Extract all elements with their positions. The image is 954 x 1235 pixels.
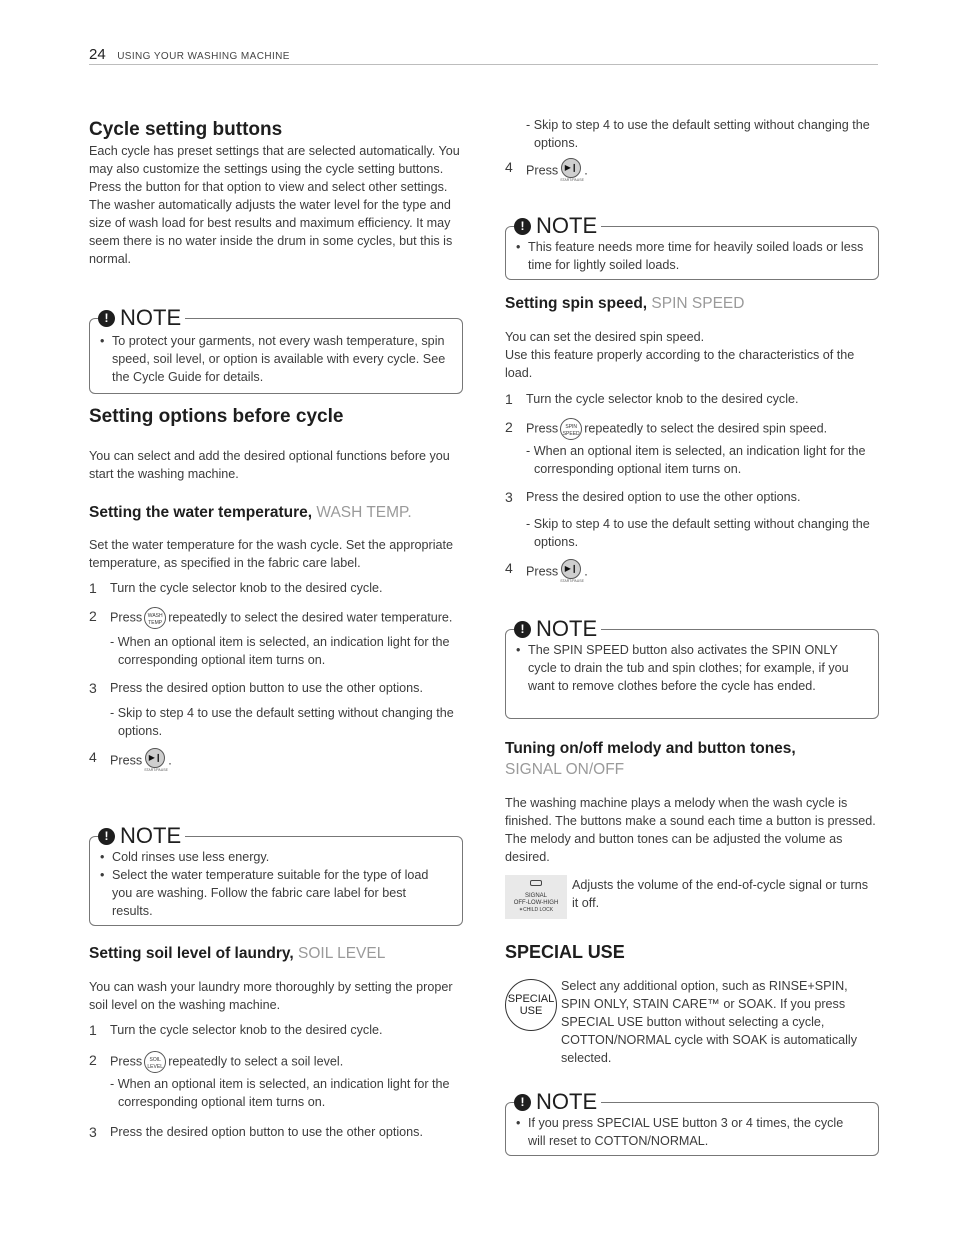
water-temp-key: WASH TEMP. — [316, 504, 412, 521]
spin-speed-section — [505, 293, 877, 585]
spin-speed-key: SPIN SPEED — [651, 295, 745, 312]
special-use-title: SPECIAL USE — [505, 942, 625, 962]
note-garments — [89, 305, 463, 394]
spin-speed-body2: Use this feature properly according to the characteristics of the load. — [505, 348, 855, 380]
soil-step-3: 3 Press the desired option button to use the other options. — [89, 1124, 423, 1140]
soil-level-body: You can wash your laundry more thoroughly by setting the proper soil level on the washing machine. — [89, 980, 453, 1012]
right-top-steps: - Skip to step 4 to use the default setting without changing the options. 4 Press ▶❙ START/PAUSE . — [505, 116, 877, 184]
special-use-button-icon: SPECIAL USE — [505, 979, 557, 1031]
start-pause-icon: ▶❙ START/PAUSE — [560, 559, 582, 585]
water-step-3: 3 Press the desired option button to use the other options. - Skip to step 4 to use the default setting without changing the options. — [89, 680, 454, 738]
note-heading: NOTE — [536, 1089, 598, 1114]
water-step-2: 2 Press WASH TEMP repeatedly to select the desired water temperature. - When an optional item is selected, an indication light for the corresponding optional item turns on. — [89, 608, 453, 667]
soil-step-1: 1 Turn the cycle selector knob to the desired cycle. — [89, 1022, 383, 1038]
options-before-section — [89, 405, 461, 483]
special-use-desc: Select any additional option, such as RINSE+SPIN, SPIN ONLY, STAIN CARE™ or SOAK. If you press SPECIAL USE button without selecting a cycle, COTTON/NORMAL cycle with SOAK is automatically selected. — [561, 979, 858, 1065]
note-spin-speed — [505, 616, 879, 719]
cycle-setting-body: Each cycle has preset settings that are selected automatically. You may also customize the settings using the cycle setting buttons. Press the button for that option to view and select other settings. — [89, 144, 460, 194]
alert-icon: ! — [514, 621, 531, 638]
note-item: • Select the water temperature suitable for the type of load you are washing. Follow the fabric care label for best results. — [100, 866, 450, 920]
spin-step-4: 4 Press ▶❙ START/PAUSE . — [505, 560, 588, 583]
cycle-setting-title: Cycle setting buttons — [89, 119, 283, 140]
spin-step-3: 3 Press the desired option to use the other options. - Skip to step 4 to use the default setting without changing the options. — [505, 489, 870, 549]
note-item: • The SPIN SPEED button also activates the SPIN ONLY cycle to drain the tub and spin clothes; for example, if you want to remove clothes before the cycle has ended. — [516, 641, 856, 695]
note-heading: NOTE — [120, 305, 182, 330]
start-pause-icon: ▶❙ START/PAUSE — [560, 158, 582, 184]
signal-title: Tuning on/off melody and button tones, SIGNAL ON/OFF — [505, 740, 796, 778]
note-item: • Cold rinses use less energy. — [100, 848, 450, 866]
page-header — [89, 46, 878, 65]
page-number: 24 — [89, 46, 106, 63]
alert-icon: ! — [514, 218, 531, 235]
water-temp-section — [89, 502, 461, 774]
signal-desc: Adjusts the volume of the end-of-cycle signal or turns it off. — [572, 878, 869, 910]
soil-level-title: Setting soil level of laundry, SOIL LEVEL — [89, 945, 386, 962]
spin-speed-button-icon: SPIN SPEED — [560, 418, 582, 440]
water-step-4: 4 Press ▶❙ START/PAUSE . — [89, 749, 172, 772]
soil-level-key: SOIL LEVEL — [298, 945, 386, 962]
note-item: • To protect your garments, not every wash temperature, spin speed, soil level, or option is available with every cycle. See the Cycle Guide for details. — [100, 332, 450, 386]
note-item: • If you press SPECIAL USE button 3 or 4 times, the cycle will reset to COTTON/NORMAL. — [516, 1114, 856, 1150]
options-before-body: You can select and add the desired optional functions before you start the washing machine. — [89, 449, 450, 481]
soil-step-2: 2 Press SOIL LEVEL repeatedly to select a soil level. - When an optional item is selected, an indication light for the corresponding optional item turns on. — [89, 1052, 450, 1109]
soil-level-button-icon: SOIL LEVEL — [144, 1051, 166, 1073]
signal-key: SIGNAL ON/OFF — [505, 761, 625, 778]
start-pause-icon: ▶❙ START/PAUSE — [144, 748, 166, 774]
note-heading: NOTE — [120, 823, 182, 848]
spin-step-2: 2 Press SPIN SPEED repeatedly to select the desired spin speed. - When an optional item is selected, an indication light for the corresponding optional item turns on. — [505, 419, 866, 476]
note-heading: NOTE — [536, 616, 598, 641]
water-temp-body: Set the water temperature for the wash cycle. Set the appropriate temperature, as specified in the fabric care label. — [89, 538, 454, 570]
signal-body: The washing machine plays a melody when the wash cycle is finished. The buttons make a sound each time a button is pressed. The melody and button tones can be adjusted the volume as desired. — [505, 796, 876, 864]
spin-speed-body: You can set the desired spin speed. — [505, 330, 705, 344]
note-water-temp — [89, 823, 463, 926]
note-soil — [505, 213, 879, 280]
note-item: • This feature needs more time for heavily soiled loads or less time for lightly soiled loads. — [516, 238, 866, 274]
water-temp-title: Setting the water temperature, WASH TEMP. — [89, 504, 412, 521]
cycle-setting-section — [89, 118, 461, 268]
section-title: USING YOUR WASHING MACHINE — [117, 51, 290, 62]
right-top-step-4: 4 Press ▶❙ START/PAUSE . — [505, 159, 588, 182]
note-special-use — [505, 1089, 879, 1156]
signal-section — [505, 738, 877, 866]
alert-icon: ! — [98, 310, 115, 327]
water-step-1: 1 Turn the cycle selector knob to the desired cycle. — [89, 580, 383, 596]
note-heading: NOTE — [536, 213, 598, 238]
alert-icon: ! — [514, 1094, 531, 1111]
alert-icon: ! — [98, 828, 115, 845]
cycle-setting-body2: The washer automatically adjusts the water level for the type and size of wash load for best results and maximum efficiency. It may seem there is no water inside the drum in some cycles, but this is normal. — [89, 198, 453, 266]
options-before-title: Setting options before cycle — [89, 406, 344, 427]
soil-level-section — [89, 943, 461, 1141]
spin-step-1: 1 Turn the cycle selector knob to the desired cycle. — [505, 391, 799, 407]
wash-temp-button-icon: WASH TEMP — [144, 607, 166, 629]
spin-speed-title: Setting spin speed, SPIN SPEED — [505, 295, 745, 312]
signal-button-icon: SIGNAL OFF-LOW-HIGH ✶CHILD LOCK — [505, 875, 567, 919]
